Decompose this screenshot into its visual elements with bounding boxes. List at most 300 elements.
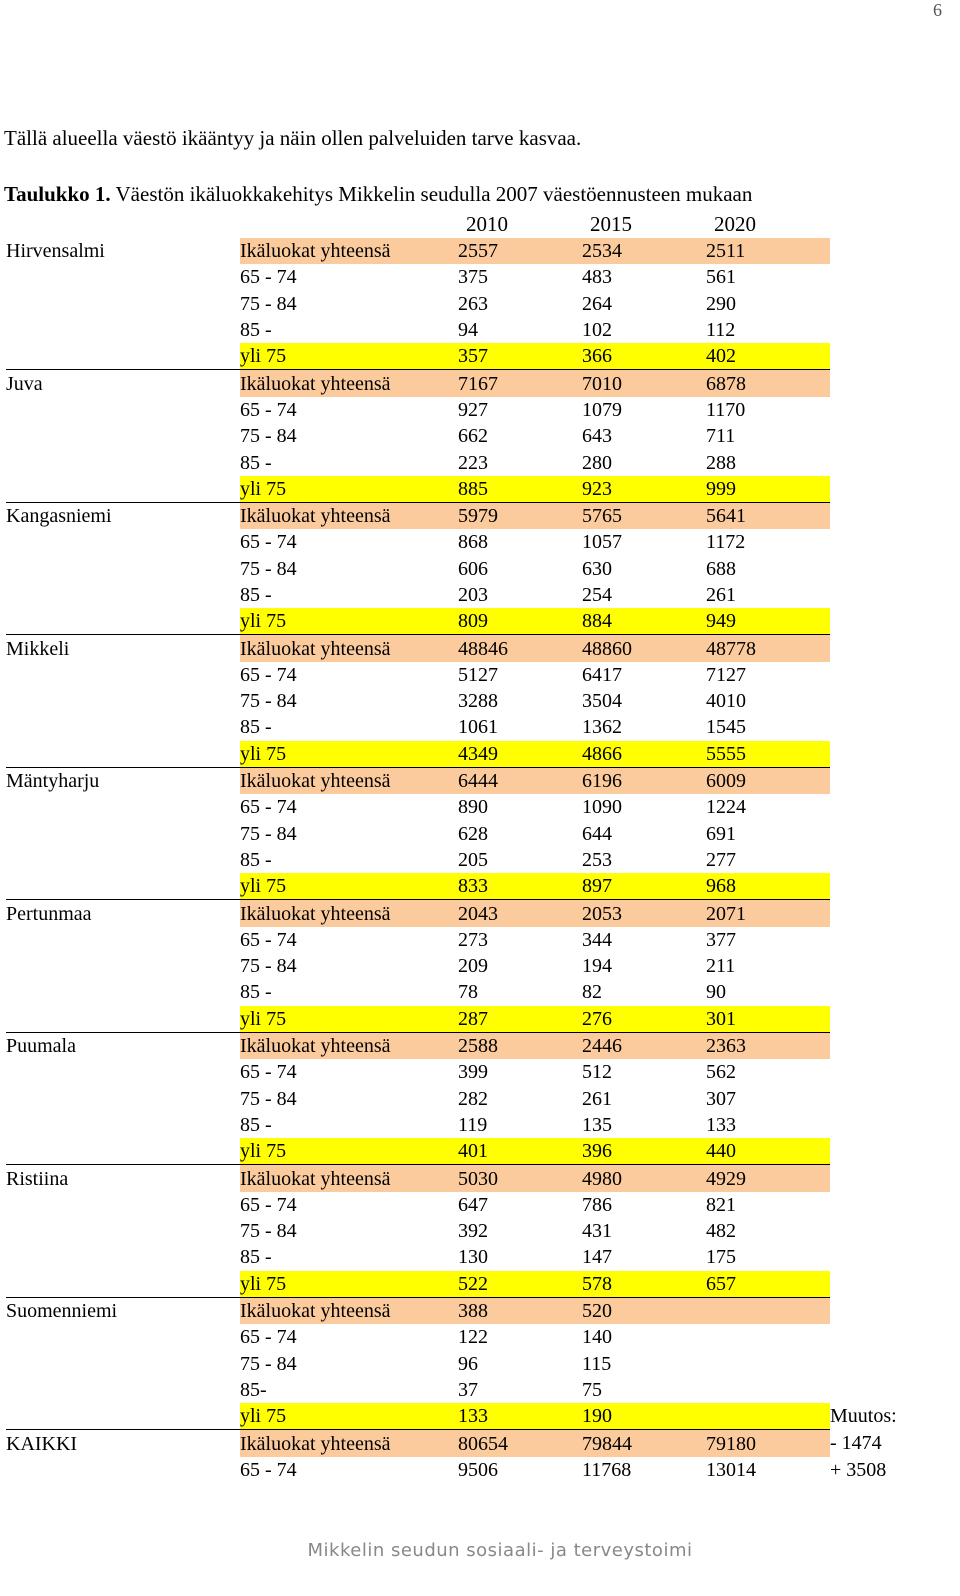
change-cell <box>830 1138 930 1165</box>
value-2015-cell: 578 <box>582 1271 706 1298</box>
caption-label: Taulukko 1. <box>4 182 111 206</box>
value-2015-cell: 140 <box>582 1326 612 1349</box>
table-row <box>6 1324 930 1350</box>
municipality-cell <box>6 556 240 582</box>
value-2020-cell <box>706 1377 830 1403</box>
age-group-cell: Ikäluokat yhteensä <box>240 900 458 927</box>
age-group-cell: 85 - <box>240 1246 272 1269</box>
value-2010-cell: 890 <box>458 796 488 819</box>
value-2020-cell: 133 <box>706 1113 736 1136</box>
municipality-cell <box>6 291 240 317</box>
change-cell <box>830 1297 930 1324</box>
value-2010-cell: 94 <box>458 319 478 342</box>
table-row <box>6 423 930 449</box>
value-2015-cell: 897 <box>582 873 706 900</box>
value-2010-cell: 399 <box>458 1061 488 1084</box>
change-cell <box>830 238 930 264</box>
municipality-cell: Kangasniemi <box>6 502 240 529</box>
age-group-cell: 85 - <box>240 584 272 606</box>
value-2010-cell: 130 <box>458 1246 488 1269</box>
table-row-yli-75 <box>6 343 930 370</box>
age-group-cell: Ikäluokat yhteensä <box>240 767 458 794</box>
change-cell <box>830 449 930 475</box>
change-cell <box>830 1006 930 1033</box>
table-row <box>6 449 930 475</box>
value-2020-cell: 711 <box>706 425 736 448</box>
age-group-cell: 85 - <box>240 848 272 871</box>
value-2015-cell: 644 <box>582 822 612 845</box>
table-row <box>6 1112 930 1138</box>
value-2020-cell <box>706 1297 830 1324</box>
age-group-cell: 65 - 74 <box>240 1061 297 1084</box>
age-group-cell: 75 - 84 <box>240 1352 297 1375</box>
value-2010-cell: 96 <box>458 1352 478 1375</box>
change-cell <box>830 662 930 688</box>
value-2020-cell: 48778 <box>706 635 830 662</box>
change-cell <box>830 688 930 714</box>
value-2020-cell: 968 <box>706 873 830 900</box>
value-2010-cell: 287 <box>458 1006 582 1033</box>
value-2010-cell: 119 <box>458 1113 488 1136</box>
age-group-cell: Ikäluokat yhteensä <box>240 635 458 662</box>
year-header-2015: 2015 <box>590 212 632 236</box>
municipality-cell <box>6 688 240 714</box>
table-row-total <box>6 1032 930 1059</box>
table-row <box>6 688 930 714</box>
value-2020-cell <box>706 1350 830 1376</box>
municipality-cell <box>6 794 240 820</box>
value-2015-cell: 1362 <box>582 716 622 739</box>
value-2020-cell: 79180 <box>706 1430 830 1457</box>
value-2010-cell: 78 <box>458 981 478 1004</box>
value-2015-cell: 280 <box>582 451 612 474</box>
value-2015-cell: 4866 <box>582 741 706 768</box>
change-cell <box>830 1192 930 1218</box>
value-2010-cell: 203 <box>458 584 488 606</box>
value-2020-cell: 377 <box>706 928 736 951</box>
value-2020-cell: 2363 <box>706 1032 830 1059</box>
change-cell: - 1474 <box>830 1432 882 1455</box>
population-table <box>6 238 930 1483</box>
municipality-cell <box>6 449 240 475</box>
municipality-cell <box>6 979 240 1005</box>
change-cell <box>830 1112 930 1138</box>
value-2010-cell: 606 <box>458 557 488 580</box>
municipality-cell <box>6 741 240 768</box>
value-2010-cell: 809 <box>458 608 582 635</box>
change-cell <box>830 979 930 1005</box>
intro-paragraph: Tällä alueella väestö ikääntyy ja näin ollen palveluiden tarve kasvaa. <box>4 126 582 150</box>
age-group-cell: 75 - 84 <box>240 1220 297 1243</box>
municipality-cell: Puumala <box>6 1032 240 1059</box>
value-2015-cell: 5765 <box>582 502 706 529</box>
age-group-cell: 65 - 74 <box>240 1458 297 1481</box>
table-row <box>6 291 930 317</box>
value-2020-cell: 691 <box>706 822 736 845</box>
change-cell <box>830 476 930 503</box>
change-cell <box>830 291 930 317</box>
table-row <box>6 317 930 343</box>
change-cell: + 3508 <box>830 1458 887 1481</box>
table-row <box>6 582 930 608</box>
value-2020-cell: 277 <box>706 848 736 871</box>
value-2020-cell <box>706 1403 830 1430</box>
value-2015-cell: 396 <box>582 1138 706 1165</box>
change-cell <box>830 582 930 608</box>
value-2015-cell: 1090 <box>582 796 622 819</box>
value-2015-cell: 82 <box>582 981 602 1004</box>
change-cell <box>830 794 930 820</box>
value-2015-cell: 102 <box>582 319 612 342</box>
value-2015-cell: 253 <box>582 848 612 871</box>
change-cell <box>830 927 930 953</box>
change-cell <box>830 502 930 529</box>
value-2015-cell: 483 <box>582 266 612 289</box>
municipality-cell <box>6 423 240 449</box>
age-group-cell: Ikäluokat yhteensä <box>240 1297 458 1324</box>
value-2010-cell: 5030 <box>458 1165 582 1192</box>
value-2010-cell: 209 <box>458 955 488 978</box>
age-group-cell: 85 - <box>240 981 272 1004</box>
municipality-cell <box>6 662 240 688</box>
change-cell <box>830 1271 930 1298</box>
age-group-cell: Ikäluokat yhteensä <box>240 1032 458 1059</box>
municipality-cell <box>6 264 240 290</box>
year-header-2010: 2010 <box>466 212 508 236</box>
value-2010-cell: 205 <box>458 848 488 871</box>
value-2015-cell: 366 <box>582 343 706 370</box>
table-row <box>6 1350 930 1376</box>
municipality-cell <box>6 397 240 423</box>
table-row-yli-75 <box>6 608 930 635</box>
table-row-yli-75 <box>6 1006 930 1033</box>
municipality-cell <box>6 1006 240 1033</box>
value-2020-cell: 561 <box>706 266 736 289</box>
age-group-cell: Ikäluokat yhteensä <box>240 1165 458 1192</box>
municipality-cell <box>6 1350 240 1376</box>
municipality-cell <box>6 953 240 979</box>
age-group-cell: 75 - 84 <box>240 557 297 580</box>
change-cell <box>830 608 930 635</box>
value-2010-cell: 5127 <box>458 663 498 686</box>
value-2015-cell: 344 <box>582 928 612 951</box>
municipality-cell <box>6 714 240 740</box>
table-row-total <box>6 767 930 794</box>
value-2015-cell: 7010 <box>582 370 706 397</box>
value-2020-cell: 999 <box>706 476 830 503</box>
value-2010-cell: 223 <box>458 451 488 474</box>
value-2020-cell: 4929 <box>706 1165 830 1192</box>
change-cell <box>830 741 930 768</box>
age-group-cell: 65 - 74 <box>240 266 297 289</box>
value-2010-cell: 1061 <box>458 716 498 739</box>
value-2010-cell: 133 <box>458 1403 582 1430</box>
value-2010-cell: 401 <box>458 1138 582 1165</box>
table-row-total <box>6 238 930 264</box>
table-row <box>6 1457 930 1483</box>
value-2010-cell: 2588 <box>458 1032 582 1059</box>
value-2015-cell: 75 <box>582 1378 602 1401</box>
value-2020-cell: 482 <box>706 1220 736 1243</box>
age-group-cell: 75 - 84 <box>240 822 297 845</box>
value-2010-cell: 80654 <box>458 1430 582 1457</box>
age-group-cell: yli 75 <box>240 476 458 503</box>
value-2015-cell: 630 <box>582 557 612 580</box>
value-2015-cell: 1079 <box>582 398 622 421</box>
table-row-yli-75 <box>6 873 930 900</box>
age-group-cell: yli 75 <box>240 1403 458 1430</box>
municipality-cell <box>6 608 240 635</box>
value-2010-cell: 273 <box>458 928 488 951</box>
table-row-total <box>6 502 930 529</box>
value-2020-cell: 1224 <box>706 796 746 819</box>
value-2015-cell: 431 <box>582 1220 612 1243</box>
table-row <box>6 953 930 979</box>
value-2020-cell: 4010 <box>706 690 746 713</box>
change-cell <box>830 423 930 449</box>
change-cell <box>830 767 930 794</box>
year-header-2020: 2020 <box>714 212 756 236</box>
table-row <box>6 662 930 688</box>
table-row <box>6 1218 930 1244</box>
municipality-cell <box>6 1457 240 1483</box>
table-row <box>6 1377 930 1403</box>
value-2010-cell: 7167 <box>458 370 582 397</box>
municipality-cell <box>6 1377 240 1403</box>
value-2010-cell: 6444 <box>458 767 582 794</box>
table-row-yli-75 <box>6 741 930 768</box>
municipality-cell <box>6 1138 240 1165</box>
table-row <box>6 927 930 953</box>
change-cell <box>830 264 930 290</box>
value-2015-cell: 261 <box>582 1087 612 1110</box>
table-row-yli-75 <box>6 476 930 503</box>
age-group-cell: 85 - <box>240 319 272 342</box>
value-2015-cell: 6417 <box>582 663 622 686</box>
value-2020-cell: 175 <box>706 1246 736 1269</box>
value-2015-cell: 512 <box>582 1061 612 1084</box>
value-2015-cell: 2053 <box>582 900 706 927</box>
change-cell <box>830 1324 930 1350</box>
table-row-total <box>6 635 930 662</box>
value-2010-cell: 885 <box>458 476 582 503</box>
value-2010-cell: 122 <box>458 1326 488 1349</box>
value-2020-cell: 1545 <box>706 716 746 739</box>
value-2015-cell: 135 <box>582 1113 612 1136</box>
value-2020-cell: 562 <box>706 1061 736 1084</box>
table-row-total <box>6 1430 930 1457</box>
value-2020-cell: 1172 <box>706 531 746 554</box>
change-cell <box>830 1086 930 1112</box>
table-row <box>6 529 930 555</box>
value-2010-cell: 628 <box>458 822 488 845</box>
age-group-cell: Ikäluokat yhteensä <box>240 1430 458 1457</box>
value-2010-cell: 647 <box>458 1193 488 1216</box>
value-2015-cell: 2534 <box>582 238 706 264</box>
page-number: 6 <box>933 0 942 20</box>
age-group-cell: 65 - 74 <box>240 796 297 819</box>
age-group-cell: Ikäluokat yhteensä <box>240 502 458 529</box>
age-group-cell: yli 75 <box>240 608 458 635</box>
change-cell <box>830 1059 930 1085</box>
age-group-cell: 85- <box>240 1378 267 1401</box>
table-row-total <box>6 1297 930 1324</box>
value-2020-cell: 949 <box>706 608 830 635</box>
value-2015-cell: 923 <box>582 476 706 503</box>
table-row <box>6 847 930 873</box>
municipality-cell: Ristiina <box>6 1165 240 1192</box>
table-row <box>6 1086 930 1112</box>
value-2020-cell: 5555 <box>706 741 830 768</box>
change-cell <box>830 1377 930 1403</box>
value-2015-cell: 276 <box>582 1006 706 1033</box>
age-group-cell: 85 - <box>240 1113 272 1136</box>
table-row-total <box>6 900 930 927</box>
municipality-cell <box>6 873 240 900</box>
municipality-cell: KAIKKI <box>6 1430 240 1457</box>
age-group-cell: Ikäluokat yhteensä <box>240 238 458 264</box>
age-group-cell: 75 - 84 <box>240 1087 297 1110</box>
value-2015-cell: 3504 <box>582 690 622 713</box>
municipality-cell <box>6 1271 240 1298</box>
municipality-cell <box>6 1244 240 1270</box>
value-2010-cell: 48846 <box>458 635 582 662</box>
change-cell <box>830 953 930 979</box>
value-2015-cell: 2446 <box>582 1032 706 1059</box>
value-2010-cell: 9506 <box>458 1458 498 1481</box>
table-row <box>6 556 930 582</box>
age-group-cell: 85 - <box>240 451 272 474</box>
value-2020-cell: 6009 <box>706 767 830 794</box>
value-2020-cell <box>706 1324 830 1350</box>
municipality-cell <box>6 343 240 370</box>
value-2010-cell: 4349 <box>458 741 582 768</box>
change-cell <box>830 714 930 740</box>
age-group-cell: 75 - 84 <box>240 292 297 315</box>
value-2020-cell: 657 <box>706 1271 830 1298</box>
change-cell <box>830 873 930 900</box>
value-2020-cell: 821 <box>706 1193 736 1216</box>
value-2020-cell: 688 <box>706 557 736 580</box>
table-row <box>6 264 930 290</box>
value-2010-cell: 282 <box>458 1087 488 1110</box>
table-row-yli-75 <box>6 1138 930 1165</box>
value-2010-cell: 662 <box>458 425 488 448</box>
municipality-cell <box>6 1218 240 1244</box>
value-2010-cell: 388 <box>458 1297 582 1324</box>
value-2015-cell: 643 <box>582 425 612 448</box>
municipality-cell: Mäntyharju <box>6 767 240 794</box>
age-group-cell: 75 - 84 <box>240 955 297 978</box>
value-2010-cell: 357 <box>458 343 582 370</box>
table-caption <box>4 182 752 207</box>
municipality-cell <box>6 1112 240 1138</box>
value-2010-cell: 2043 <box>458 900 582 927</box>
age-group-cell: 65 - 74 <box>240 531 297 554</box>
municipality-cell <box>6 847 240 873</box>
value-2010-cell: 37 <box>458 1378 478 1401</box>
municipality-cell <box>6 476 240 503</box>
change-cell <box>830 1244 930 1270</box>
age-group-cell: yli 75 <box>240 1271 458 1298</box>
value-2010-cell: 2557 <box>458 238 582 264</box>
table-row <box>6 1244 930 1270</box>
table-row <box>6 1192 930 1218</box>
change-cell <box>830 847 930 873</box>
age-group-cell: yli 75 <box>240 1138 458 1165</box>
page-footer: Mikkelin seudun sosiaali- ja terveystoimi <box>307 1540 693 1561</box>
change-cell <box>830 1350 930 1376</box>
value-2020-cell: 261 <box>706 584 736 606</box>
age-group-cell: 65 - 74 <box>240 398 297 421</box>
municipality-cell <box>6 1192 240 1218</box>
table-row <box>6 714 930 740</box>
table-row-total <box>6 1165 930 1192</box>
value-2015-cell: 1057 <box>582 531 622 554</box>
age-group-cell: yli 75 <box>240 1006 458 1033</box>
change-cell <box>830 343 930 370</box>
table-row-yli-75 <box>6 1271 930 1298</box>
table-row-total <box>6 370 930 397</box>
value-2020-cell: 2071 <box>706 900 830 927</box>
value-2010-cell: 392 <box>458 1220 488 1243</box>
municipality-cell: Hirvensalmi <box>6 240 105 263</box>
age-group-cell: yli 75 <box>240 343 458 370</box>
age-group-cell: 75 - 84 <box>240 425 297 448</box>
value-2015-cell: 786 <box>582 1193 612 1216</box>
value-2020-cell: 90 <box>706 981 726 1004</box>
municipality-cell <box>6 1059 240 1085</box>
municipality-cell <box>6 582 240 608</box>
value-2020-cell: 402 <box>706 343 830 370</box>
change-cell <box>830 1032 930 1059</box>
value-2020-cell: 5641 <box>706 502 830 529</box>
value-2020-cell: 6878 <box>706 370 830 397</box>
value-2015-cell: 264 <box>582 292 612 315</box>
table-row <box>6 979 930 1005</box>
value-2015-cell: 79844 <box>582 1430 706 1457</box>
value-2015-cell: 190 <box>582 1403 706 1430</box>
table-row <box>6 794 930 820</box>
municipality-cell: Juva <box>6 370 240 397</box>
value-2010-cell: 3288 <box>458 690 498 713</box>
municipality-cell <box>6 317 240 343</box>
table-row <box>6 821 930 847</box>
value-2015-cell: 11768 <box>582 1458 632 1481</box>
change-cell <box>830 821 930 847</box>
value-2010-cell: 375 <box>458 266 488 289</box>
value-2020-cell: 211 <box>706 955 736 978</box>
value-2015-cell: 194 <box>582 955 612 978</box>
value-2010-cell: 868 <box>458 531 488 554</box>
municipality-cell: Mikkeli <box>6 635 240 662</box>
value-2010-cell: 263 <box>458 292 488 315</box>
change-cell: Muutos: <box>830 1405 897 1428</box>
change-cell <box>830 556 930 582</box>
value-2020-cell: 307 <box>706 1087 736 1110</box>
municipality-cell <box>6 821 240 847</box>
age-group-cell: yli 75 <box>240 873 458 900</box>
municipality-cell <box>6 927 240 953</box>
value-2010-cell: 5979 <box>458 502 582 529</box>
municipality-cell: Pertunmaa <box>6 900 240 927</box>
value-2015-cell: 6196 <box>582 767 706 794</box>
municipality-cell <box>6 1403 240 1430</box>
municipality-cell <box>6 529 240 555</box>
value-2020-cell: 290 <box>706 292 736 315</box>
change-cell <box>830 317 930 343</box>
age-group-cell: 65 - 74 <box>240 663 297 686</box>
